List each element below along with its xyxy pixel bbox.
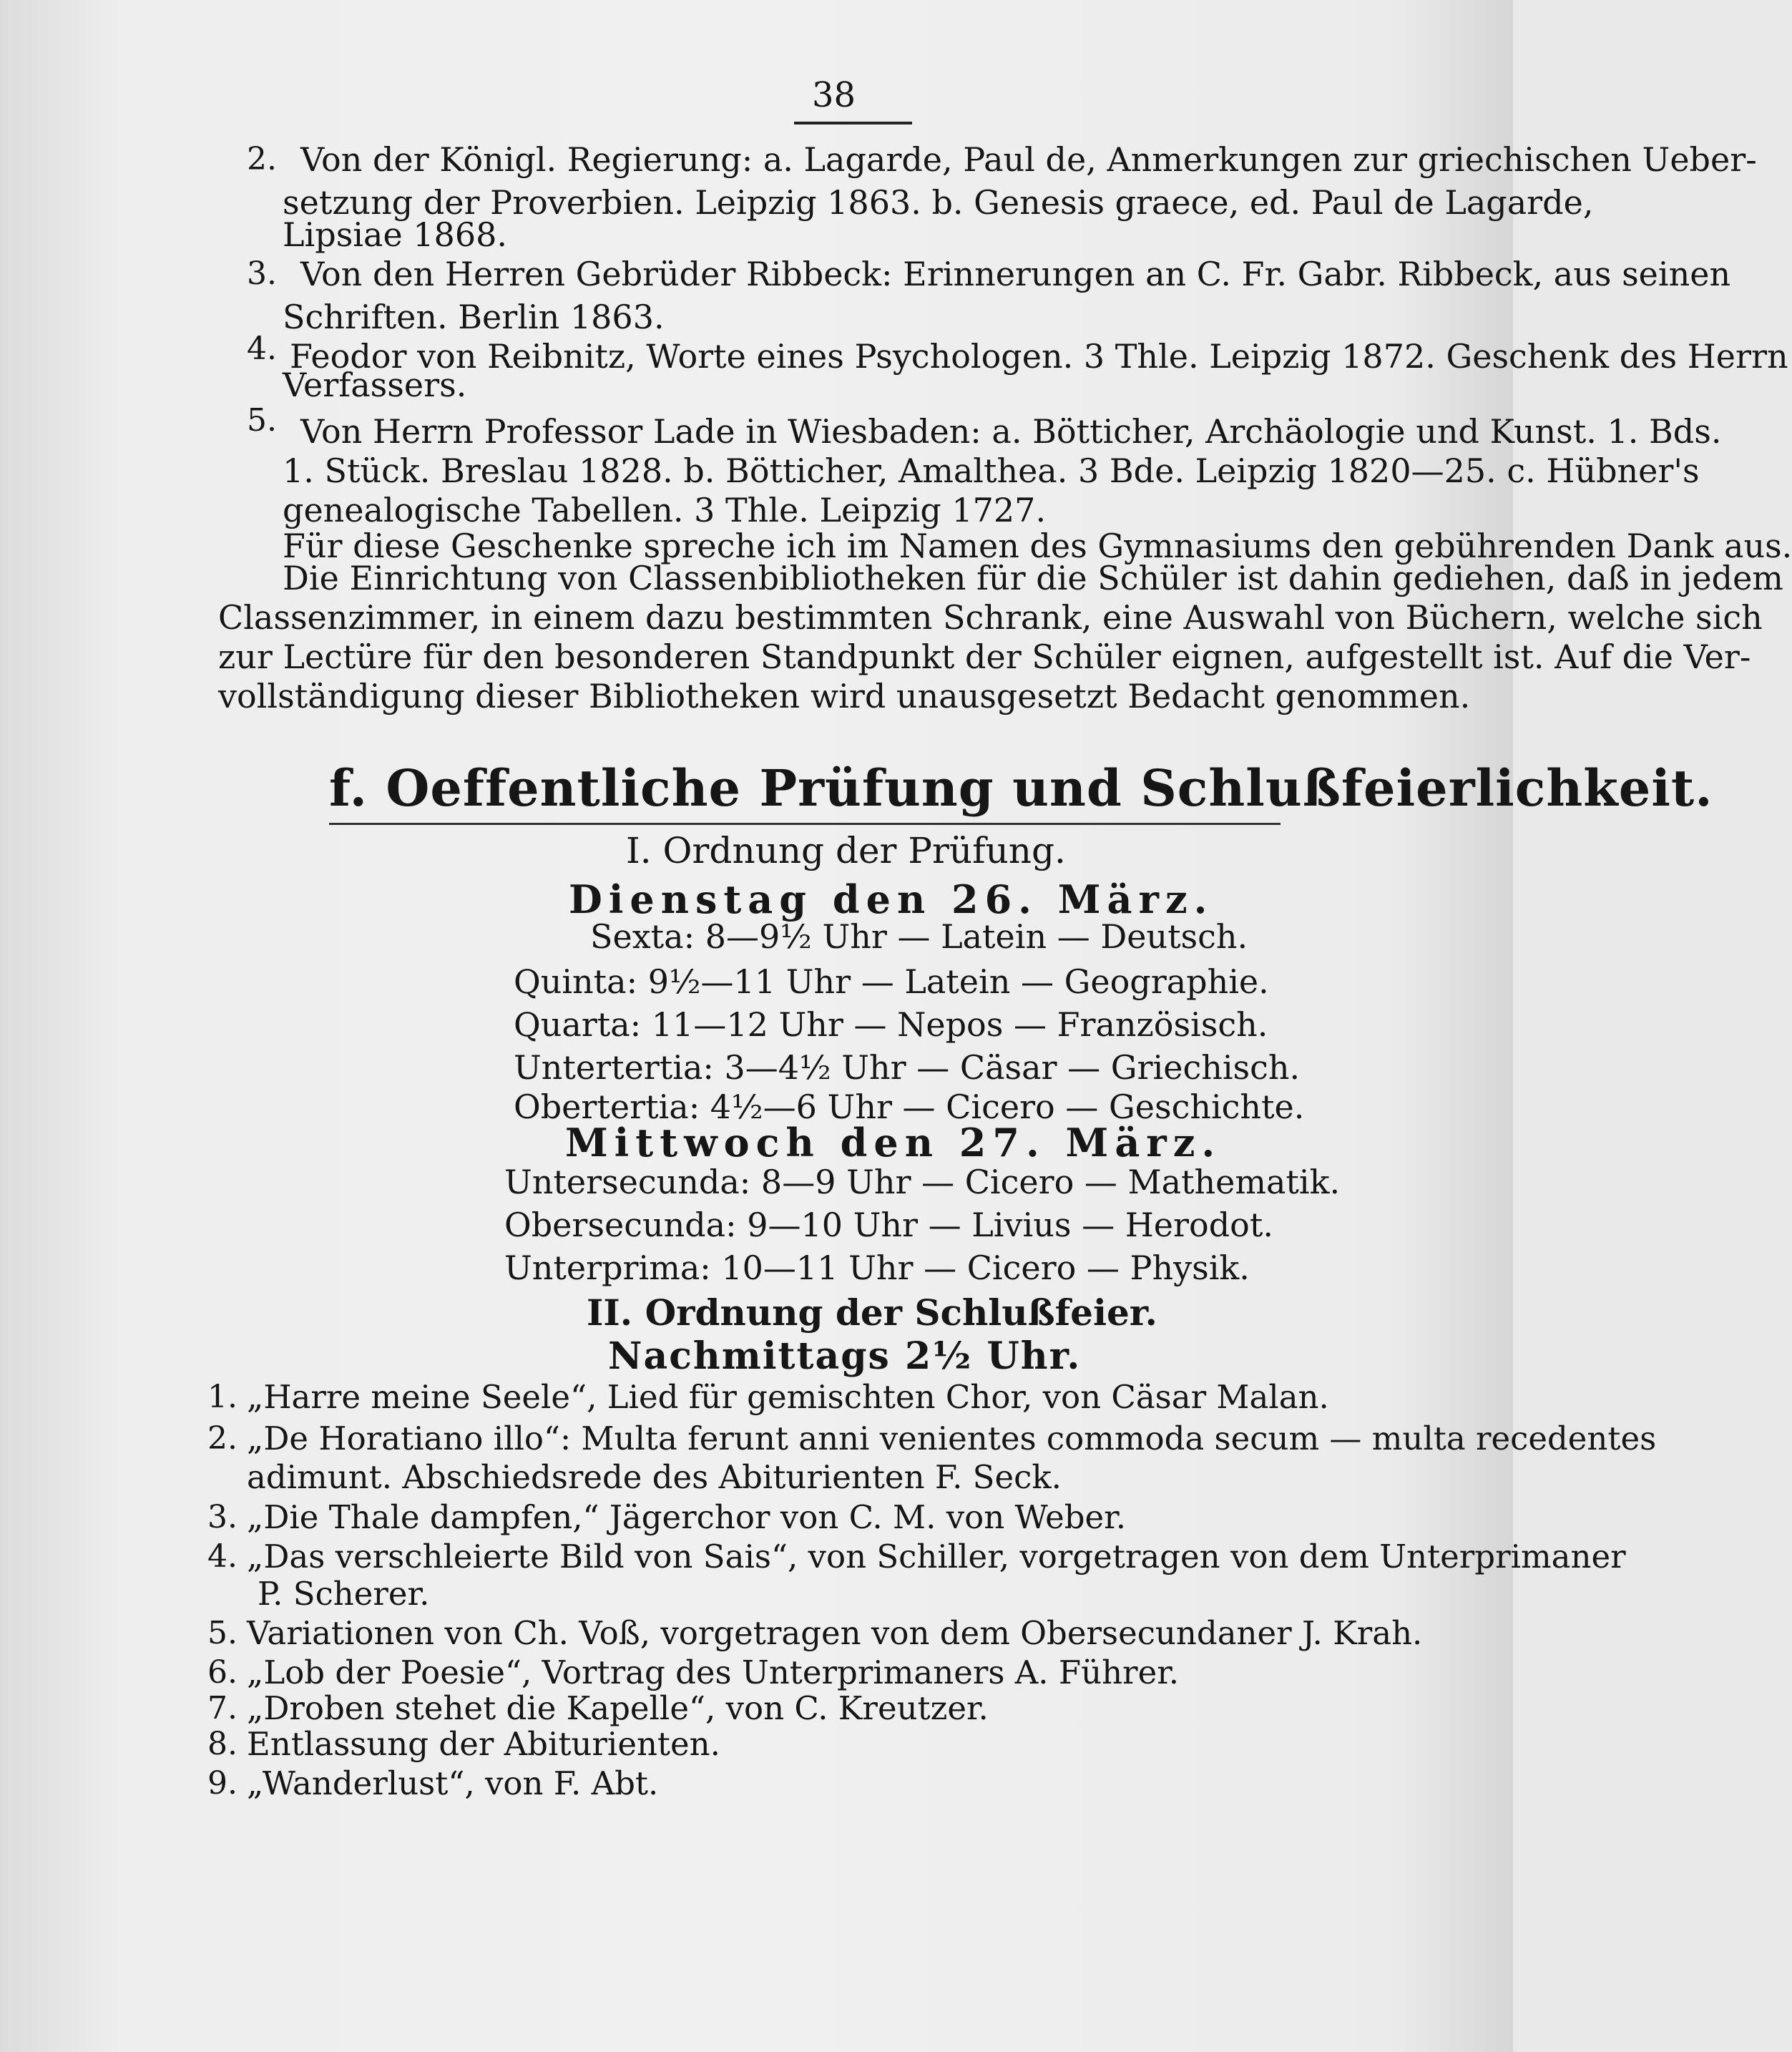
- program-line: „Das verschleierte Bild von Sais“, von Schiller, vorgetragen von dem Unterprimaner: [247, 1538, 1626, 1575]
- program-number: 5.: [207, 1615, 238, 1651]
- gift-line: Von der Königl. Regierung: a. Lagarde, Paul de, Anmerkungen zur griechischen Ueber-: [300, 140, 1757, 179]
- page-number-rule: [794, 122, 912, 124]
- program-line: adimunt. Abschiedsrede des Abiturienten F. Seck.: [247, 1458, 1062, 1496]
- program-number: 8.: [207, 1726, 238, 1762]
- section-title-rule: [329, 823, 1281, 825]
- part2-heading: II. Ordnung der Schlußfeier.: [587, 1291, 1157, 1334]
- thanks-line: Für diese Geschenke spreche ich im Namen des Gymnasiums den gebührenden Dank aus.: [283, 527, 1792, 565]
- gift-line: genealogische Tabellen. 3 Thle. Leipzig 1727.: [283, 491, 1047, 529]
- gift-number: 5.: [247, 402, 277, 439]
- day1-heading: Dienstag den 26. März.: [569, 876, 1214, 922]
- gift-line: Von Herrn Professor Lade in Wiesbaden: a. Bötticher, Archäologie und Kunst. 1. Bds.: [300, 412, 1722, 451]
- gift-number: 4.: [247, 331, 277, 367]
- schedule-row: Obersecunda: 9—10 Uhr — Livius — Herodot.: [504, 1206, 1273, 1244]
- program-number: 9.: [207, 1765, 238, 1802]
- program-number: 2.: [207, 1420, 238, 1457]
- program-line: „Wanderlust“, von F. Abt.: [247, 1764, 659, 1802]
- section-title: f. Oeffentliche Prüfung und Schlußfeierlichkeit.: [329, 758, 1713, 818]
- program-line: Variationen von Ch. Voß, vorgetragen von dem Obersecundaner J. Krah.: [247, 1614, 1423, 1652]
- afternoon-heading: Nachmittags 2½ Uhr.: [608, 1334, 1082, 1378]
- gift-line: setzung der Proverbien. Leipzig 1863. b. Genesis graece, ed. Paul de Lagarde,: [283, 183, 1594, 222]
- program-line: Entlassung der Abiturienten.: [247, 1725, 720, 1763]
- program-number: 1.: [207, 1379, 238, 1415]
- schedule-row: Quarta: 11—12 Uhr — Nepos — Französisch.: [514, 1005, 1268, 1044]
- schedule-row: Untersecunda: 8—9 Uhr — Cicero — Mathematik.: [504, 1163, 1341, 1201]
- schedule-row: Untertertia: 3—4½ Uhr — Cäsar — Griechisch.: [514, 1048, 1301, 1087]
- gift-number: 3.: [247, 255, 277, 292]
- gift-line: 1. Stück. Breslau 1828. b. Bötticher, Amalthea. 3 Bde. Leipzig 1820—25. c. Hübner's: [283, 451, 1700, 490]
- program-line: „Harre meine Seele“, Lied für gemischten Chor, von Cäsar Malan.: [247, 1378, 1329, 1416]
- paragraph-line: Classenzimmer, in einem dazu bestimmten Schrank, eine Auswahl von Büchern, welche sich: [218, 598, 1763, 637]
- day2-heading: Mittwoch den 27. März.: [565, 1120, 1222, 1166]
- part1-heading: I. Ordnung der Prüfung.: [626, 830, 1066, 871]
- gift-line: Von den Herren Gebrüder Ribbeck: Erinnerungen an C. Fr. Gabr. Ribbeck, aus seinen: [300, 255, 1731, 293]
- program-line: „Die Thale dampfen,“ Jägerchor von C. M. von Weber.: [247, 1498, 1127, 1536]
- program-line: P. Scherer.: [258, 1575, 430, 1613]
- schedule-row: Quinta: 9½—11 Uhr — Latein — Geographie.: [514, 962, 1269, 1001]
- program-number: 4.: [207, 1538, 238, 1575]
- program-line: „De Horatiano illo“: Multa ferunt anni venientes commoda secum — multa recedentes: [247, 1420, 1657, 1457]
- page-number: 38: [812, 75, 856, 115]
- gift-number: 2.: [247, 141, 277, 177]
- program-number: 6.: [207, 1654, 238, 1691]
- schedule-row: Obertertia: 4½—6 Uhr — Cicero — Geschichte.: [514, 1088, 1305, 1126]
- paragraph-line: Die Einrichtung von Classenbibliotheken für die Schüler ist dahin gediehen, daß in jedem: [283, 559, 1783, 597]
- schedule-row: Unterprima: 10—11 Uhr — Cicero — Physik.: [504, 1249, 1250, 1287]
- program-number: 7.: [207, 1690, 238, 1726]
- gift-line: Lipsiae 1868.: [283, 215, 507, 254]
- paragraph-line: vollständigung dieser Bibliotheken wird unausgesetzt Bedacht genommen.: [218, 677, 1471, 715]
- program-number: 3.: [207, 1499, 238, 1535]
- schedule-row: Sexta: 8—9½ Uhr — Latein — Deutsch.: [590, 917, 1248, 956]
- gift-line: Feodor von Reibnitz, Worte eines Psychologen. 3 Thle. Leipzig 1872. Geschenk des Herrn: [290, 337, 1788, 376]
- gift-line: Schriften. Berlin 1863.: [283, 298, 665, 336]
- program-line: „Droben stehet die Kapelle“, von C. Kreutzer.: [247, 1689, 989, 1727]
- paragraph-line: zur Lectüre für den besonderen Standpunkt der Schüler eignen, aufgestellt ist. Auf die Ver-: [218, 637, 1751, 676]
- gift-line: Verfassers.: [283, 366, 467, 404]
- program-line: „Lob der Poesie“, Vortrag des Unterprimaners A. Führer.: [247, 1653, 1180, 1691]
